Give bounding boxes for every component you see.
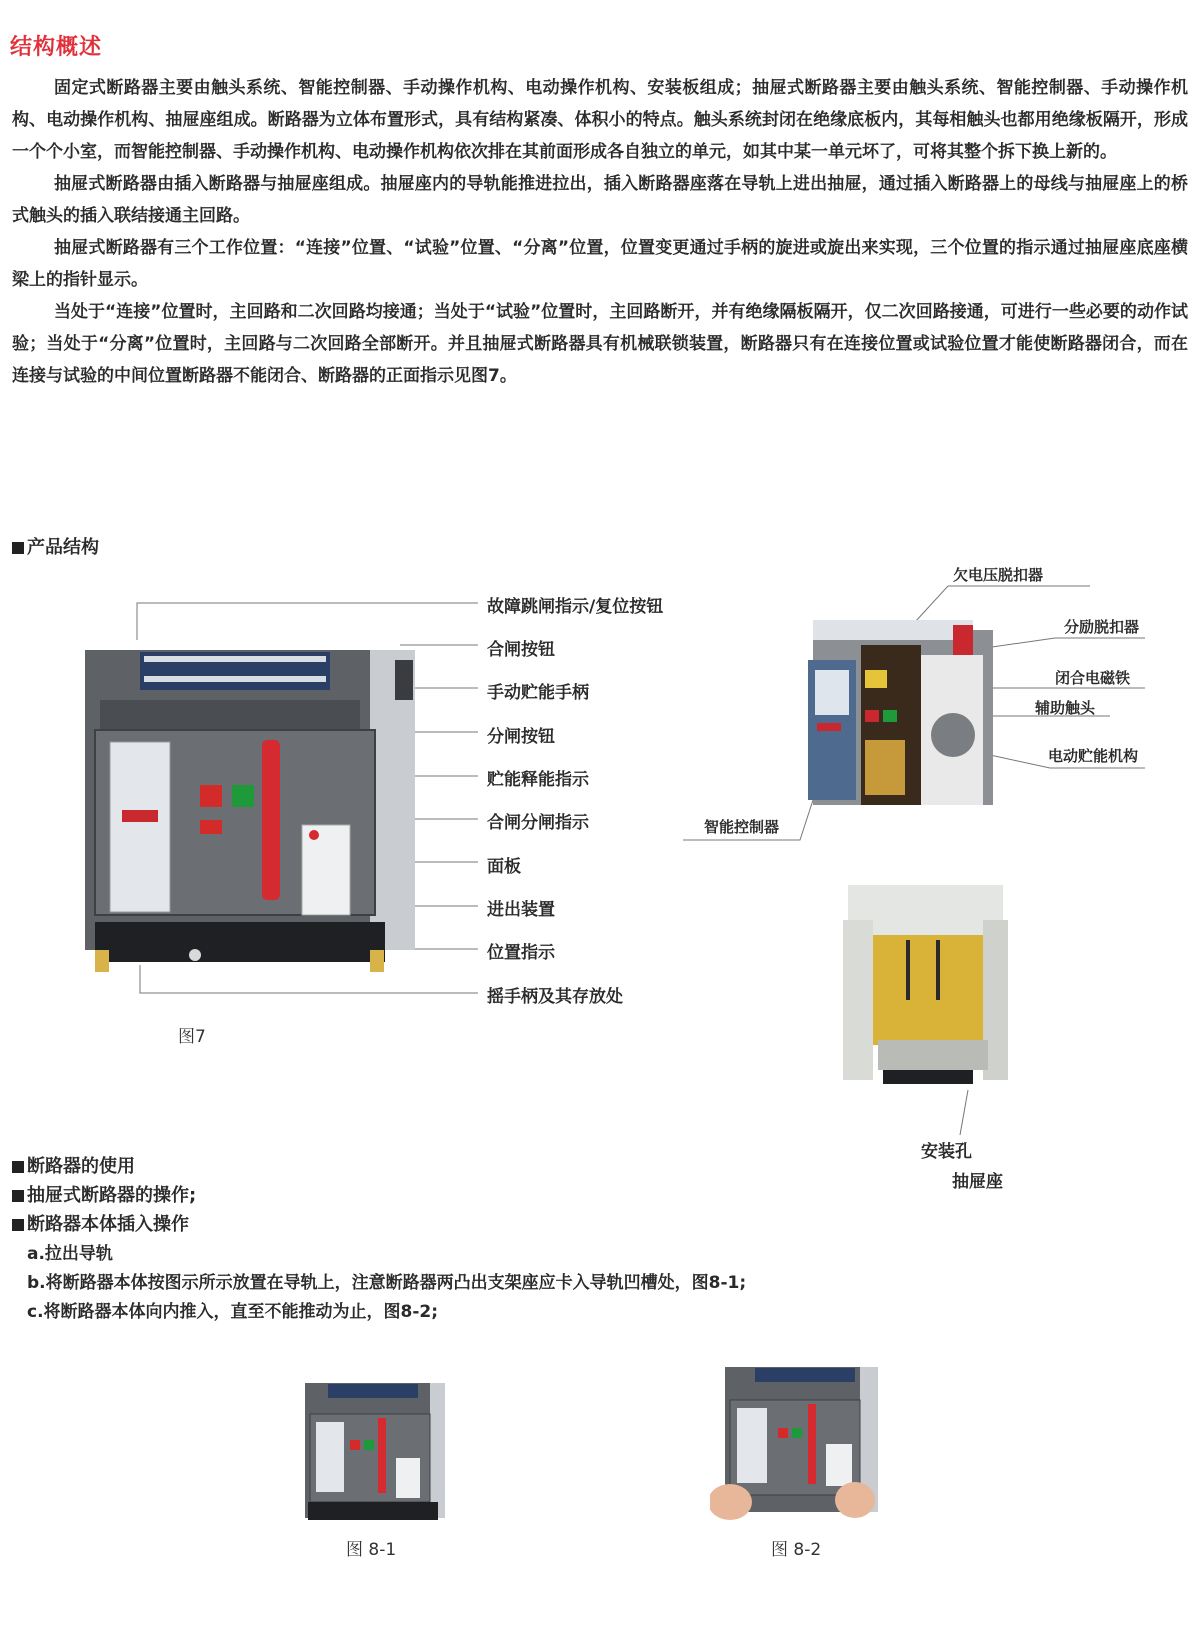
figure8-2-image [710,1362,885,1530]
heading-text: 产品结构 [27,537,99,558]
section-title: 结构概述 [10,35,103,60]
figure7-caption: 图7 [178,1027,206,1047]
label-controller: 智能控制器 [704,818,780,836]
internal-structure-image [803,615,1003,810]
label-shunt-release: 分励脱扣器 [1064,618,1140,636]
figure8-1-image [300,1378,450,1526]
callout-close-button: 合闸按钮 [487,640,555,660]
square-bullet-icon [12,1219,24,1231]
square-bullet-icon [12,1190,24,1202]
callout-close-open-indicator: 合闸分闸指示 [487,813,589,833]
callout-energy-indicator: 贮能释能指示 [487,770,589,790]
heading-text: 抽屉式断路器的操作; [27,1185,197,1206]
callout-position-indicator: 位置指示 [487,943,555,963]
callout-fault-trip: 故障跳闸指示/复位按钮 [487,597,664,617]
drawer-operation-heading [12,1181,196,1207]
intro-paragraph: 抽屉式断路器由插入断路器与抽屉座组成。抽屉座内的导轨能推进拉出，插入断路器座落在导轨上进出抽屉，通过插入断路器上的母线与抽屉座上的桥式触头的插入联结接通主回路。 [12,174,1188,226]
step-a: a.拉出导轨 [27,1244,113,1264]
square-bullet-icon [12,1161,24,1173]
insert-operation-heading [12,1210,189,1236]
figure8-1-caption: 图 8-1 [346,1540,397,1560]
intro-paragraph: 固定式断路器主要由触头系统、智能控制器、手动操作机构、电动操作机构、安装板组成；抽屉式断路器主要由触头系统、智能控制器、手动操作机构、电动操作机构、抽屉座组成。断路器为立体布置形式，具有结构紧凑、体积小的特点。触头系统封闭在绝缘底板内，其每相触头也都用绝缘板隔开，形成一个个小室，而智能控制器、手动操作机构、电动操作机构依次排在其前面形成各自独立的单元，如其中某一单元坏了，可将其整个拆下换上新的。 [12,78,1188,162]
callout-crank-storage: 摇手柄及其存放处 [487,987,623,1007]
step-b: b.将断路器本体按图示所示放置在导轨上，注意断路器两凸出支架座应卡入导轨凹槽处，图8-1; [27,1273,747,1293]
callout-manual-handle: 手动贮能手柄 [487,683,589,703]
intro-paragraph: 抽屉式断路器有三个工作位置：“连接”位置、“试验”位置、“分离”位置，位置变更通过手柄的旋进或旋出来实现，三个位置的指示通过抽屉座底座横梁上的指针显示。 [12,238,1188,290]
heading-text: 断路器本体插入操作 [27,1214,189,1235]
heading-text: 断路器的使用 [27,1156,135,1177]
usage-heading [12,1152,135,1178]
figure7-breaker-image [80,630,440,975]
figure8-2-caption: 图 8-2 [771,1540,822,1560]
intro-paragraph: 当处于“连接”位置时，主回路和二次回路均接通；当处于“试验”位置时，主回路断开，并有绝缘隔板隔开，仅二次回路接通，可进行一些必要的动作试验；当处于“分离”位置时，主回路与二次回路全部断开。并且抽屉式断路器具有机械联锁装置，断路器只有在连接位置或试验位置才能使断路器闭合，而在连接与试验的中间位置断路器不能闭合、断路器的正面指示见图7。 [12,302,1188,386]
step-c: c.将断路器本体向内推入，直至不能推动为止，图8-2; [27,1302,439,1322]
callout-rack-device: 进出装置 [487,900,555,920]
label-drawer-seat: 抽屉座 [952,1172,1003,1192]
drawer-seat-image [838,880,1013,1090]
label-mount-hole: 安装孔 [921,1142,972,1162]
label-motor-mechanism: 电动贮能机构 [1048,747,1139,765]
label-undervoltage-release: 欠电压脱扣器 [953,566,1044,584]
callout-panel: 面板 [487,857,521,877]
label-closing-magnet: 闭合电磁铁 [1055,669,1131,687]
label-aux-contact: 辅助触头 [1035,699,1096,717]
callout-open-button: 分闸按钮 [487,727,555,747]
